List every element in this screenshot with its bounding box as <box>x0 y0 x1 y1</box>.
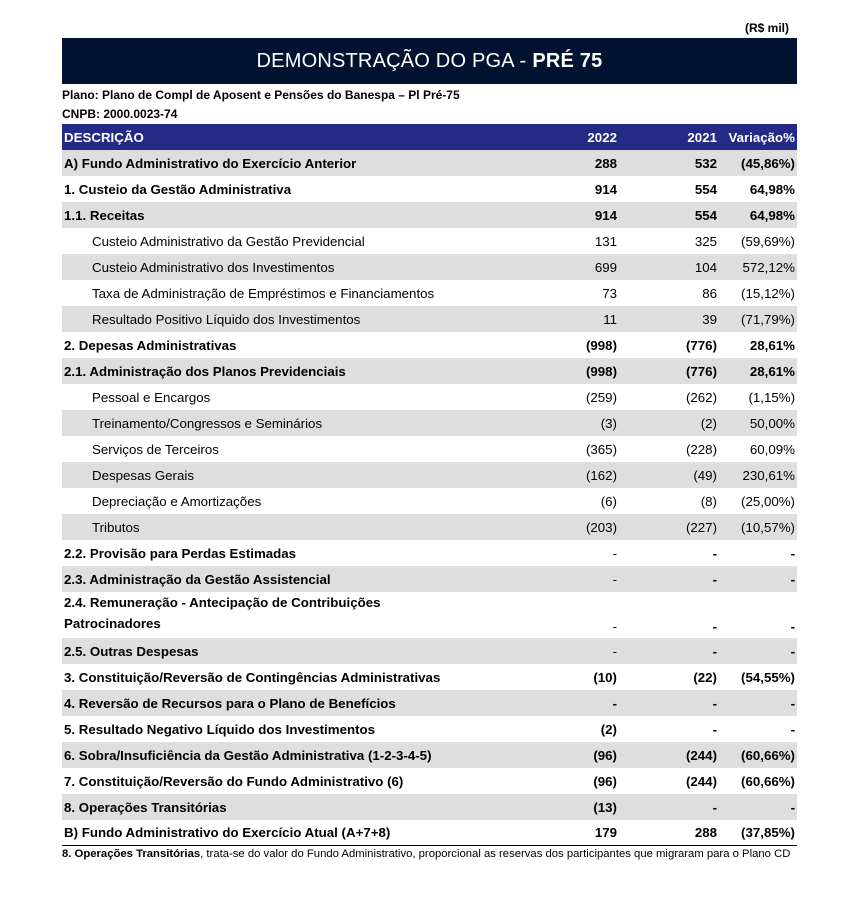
row-variation: - <box>790 643 795 659</box>
pga-table <box>62 124 797 846</box>
row-variation: (45,86%) <box>741 155 795 171</box>
row-variation: 64,98% <box>749 207 795 223</box>
row-description: Depreciação e Amortizações <box>92 493 262 509</box>
row-2022: (2) <box>600 721 617 737</box>
table-row <box>62 436 797 462</box>
cnpb-code: CNPB: 2000.0023-74 <box>62 107 178 121</box>
table-header <box>62 124 797 150</box>
table-row <box>62 690 797 716</box>
row-variation: 572,12% <box>742 259 795 275</box>
row-description: Custeio Administrativo dos Investimentos <box>92 259 335 275</box>
table-row <box>62 332 797 358</box>
row-description: 2.1. Administração dos Planos Previdenciais <box>64 363 346 379</box>
row-2021: (262) <box>685 389 717 405</box>
table-row <box>62 384 797 410</box>
table-row <box>62 592 797 638</box>
row-description: 6. Sobra/Insuficiência da Gestão Administrativa (1-2-3-4-5) <box>64 747 432 763</box>
row-description: 2.5. Outras Despesas <box>64 643 199 659</box>
row-2022: (6) <box>600 493 617 509</box>
row-description: B) Fundo Administrativo do Exercício Atual (A+7+8) <box>64 825 391 840</box>
row-2022: - <box>612 619 617 634</box>
table-row <box>62 794 797 820</box>
row-2021: (228) <box>685 441 717 457</box>
row-description: Serviços de Terceiros <box>92 441 219 457</box>
title-normal: DEMONSTRAÇÃO DO PGA - <box>256 49 527 72</box>
row-variation: (60,66%) <box>741 747 795 763</box>
row-2022: (203) <box>585 519 617 535</box>
table-row <box>62 742 797 768</box>
row-description: Despesas Gerais <box>92 467 194 483</box>
table-row <box>62 176 797 202</box>
row-2022: 131 <box>594 233 617 249</box>
row-variation: (15,12%) <box>741 285 795 301</box>
table-row <box>62 488 797 514</box>
row-description: Custeio Administrativo da Gestão Previdencial <box>92 233 365 249</box>
row-variation: (37,85%) <box>741 825 795 840</box>
row-variation: - <box>790 619 795 634</box>
table-row <box>62 514 797 540</box>
row-description: 2. Depesas Administrativas <box>64 337 237 353</box>
row-2022: (96) <box>593 747 617 763</box>
footnote-text: , trata-se do valor do Fundo Administrativo, proporcional as reservas dos participantes que migraram para o Plano CD <box>200 848 791 860</box>
row-2022: 11 <box>603 311 617 327</box>
row-2021: 532 <box>694 155 717 171</box>
header-description: DESCRIÇÃO <box>64 129 144 145</box>
row-2021: - <box>712 545 717 561</box>
row-variation: 28,61% <box>749 337 795 353</box>
row-2021: 554 <box>694 181 717 197</box>
row-variation: (25,00%) <box>741 493 795 509</box>
row-description: Pessoal e Encargos <box>92 389 211 405</box>
table-row <box>62 768 797 794</box>
row-variation: (10,57%) <box>741 519 795 535</box>
row-description: 4. Reversão de Recursos para o Plano de Benefícios <box>64 695 396 711</box>
row-variation: (60,66%) <box>741 773 795 789</box>
table-row <box>62 358 797 384</box>
table-row <box>62 228 797 254</box>
row-description: 8. Operações Transitórias <box>64 799 227 815</box>
row-2021: (22) <box>693 669 717 685</box>
row-variation: - <box>790 721 795 737</box>
row-description: Taxa de Administração de Empréstimos e Financiamentos <box>92 285 435 301</box>
row-2021: 288 <box>694 825 717 840</box>
row-2021: 39 <box>702 311 717 327</box>
row-variation: - <box>790 799 795 815</box>
table-row <box>62 254 797 280</box>
row-2021: 104 <box>694 259 717 275</box>
row-description: Tributos <box>92 519 140 535</box>
page-title <box>62 38 797 84</box>
plan-name: Plano: Plano de Compl de Aposent e Pensões do Banespa – Pl Pré-75 <box>62 88 460 102</box>
row-2021: - <box>712 571 717 587</box>
row-2022: (998) <box>585 363 617 379</box>
row-2021: (2) <box>700 415 717 431</box>
header-variation: Variação% <box>728 129 795 145</box>
row-description: 2.2. Provisão para Perdas Estimadas <box>64 545 297 561</box>
header-2021: 2021 <box>687 129 717 145</box>
row-2021: (49) <box>693 467 717 483</box>
row-2021: - <box>712 799 717 815</box>
row-2021: 554 <box>694 207 717 223</box>
row-2022: 179 <box>594 825 617 840</box>
row-2021: (244) <box>685 773 717 789</box>
table-row <box>62 664 797 690</box>
row-2022: (998) <box>585 337 617 353</box>
row-description: 1.1. Receitas <box>64 207 145 223</box>
row-2022: (259) <box>585 389 617 405</box>
row-2022: (365) <box>585 441 617 457</box>
row-description <box>62 592 537 634</box>
row-2022: - <box>612 545 617 561</box>
row-variation: 50,00% <box>749 415 795 431</box>
row-2021: 86 <box>702 285 717 301</box>
row-2022: 73 <box>602 285 617 301</box>
table-row <box>62 410 797 436</box>
row-description: Resultado Positivo Líquido dos Investimentos <box>92 311 361 327</box>
row-2021: (244) <box>685 747 717 763</box>
row-variation: - <box>790 695 795 711</box>
row-variation: 60,09% <box>749 441 795 457</box>
row-2022: (13) <box>593 799 617 815</box>
row-variation: (71,79%) <box>741 311 795 327</box>
row-2022: 288 <box>594 155 617 171</box>
table-row <box>62 150 797 176</box>
row-variation: 64,98% <box>749 181 795 197</box>
table-row <box>62 540 797 566</box>
row-2021: - <box>712 721 717 737</box>
row-2021: (776) <box>685 363 717 379</box>
row-2022: (10) <box>593 669 617 685</box>
row-2022: (3) <box>600 415 617 431</box>
table-row-total <box>62 820 797 846</box>
header-2022: 2022 <box>587 129 617 145</box>
row-variation: 28,61% <box>749 363 795 379</box>
row-variation: - <box>790 571 795 587</box>
row-description: A) Fundo Administrativo do Exercício Anterior <box>64 155 357 171</box>
row-2021: (227) <box>685 519 717 535</box>
unit-label: (R$ mil) <box>744 21 789 35</box>
title-bold: PRÉ 75 <box>532 49 603 72</box>
row-2021: - <box>712 695 717 711</box>
row-2021: - <box>712 619 717 634</box>
table-row <box>62 716 797 742</box>
row-description: 2.3. Administração da Gestão Assistencial <box>64 571 331 587</box>
row-description: 5. Resultado Negativo Líquido dos Investimentos <box>64 721 376 737</box>
table-row <box>62 462 797 488</box>
row-2021: (8) <box>700 493 717 509</box>
row-2022: 699 <box>594 259 617 275</box>
row-2021: - <box>712 643 717 659</box>
row-2021: 325 <box>694 233 717 249</box>
table-row <box>62 280 797 306</box>
row-2022: (96) <box>593 773 617 789</box>
row-2022: 914 <box>594 181 617 197</box>
row-variation: - <box>790 545 795 561</box>
table-row <box>62 638 797 664</box>
row-description-line2: Patrocinadores <box>64 616 161 631</box>
row-description: Treinamento/Congressos e Seminários <box>92 415 323 431</box>
table-row <box>62 566 797 592</box>
row-description: 7. Constituição/Reversão do Fundo Administrativo (6) <box>64 773 404 789</box>
row-description-line1: 2.4. Remuneração - Antecipação de Contribuições <box>64 595 381 610</box>
row-variation: (54,55%) <box>741 669 795 685</box>
row-2021: (776) <box>685 337 717 353</box>
row-2022: - <box>612 643 617 659</box>
row-description: 3. Constituição/Reversão de Contingências Administrativas <box>64 669 441 685</box>
row-variation: (1,15%) <box>748 389 795 405</box>
row-2022: 914 <box>594 207 617 223</box>
row-2022: - <box>612 695 617 711</box>
row-2022: (162) <box>585 467 617 483</box>
row-variation: 230,61% <box>742 467 795 483</box>
row-description: 1. Custeio da Gestão Administrativa <box>64 181 292 197</box>
footnote <box>62 845 802 864</box>
table-row <box>62 306 797 332</box>
row-2022: - <box>612 571 617 587</box>
row-variation: (59,69%) <box>741 233 795 249</box>
footnote-label: 8. Operações Transitórias <box>62 848 201 860</box>
table-row <box>62 202 797 228</box>
